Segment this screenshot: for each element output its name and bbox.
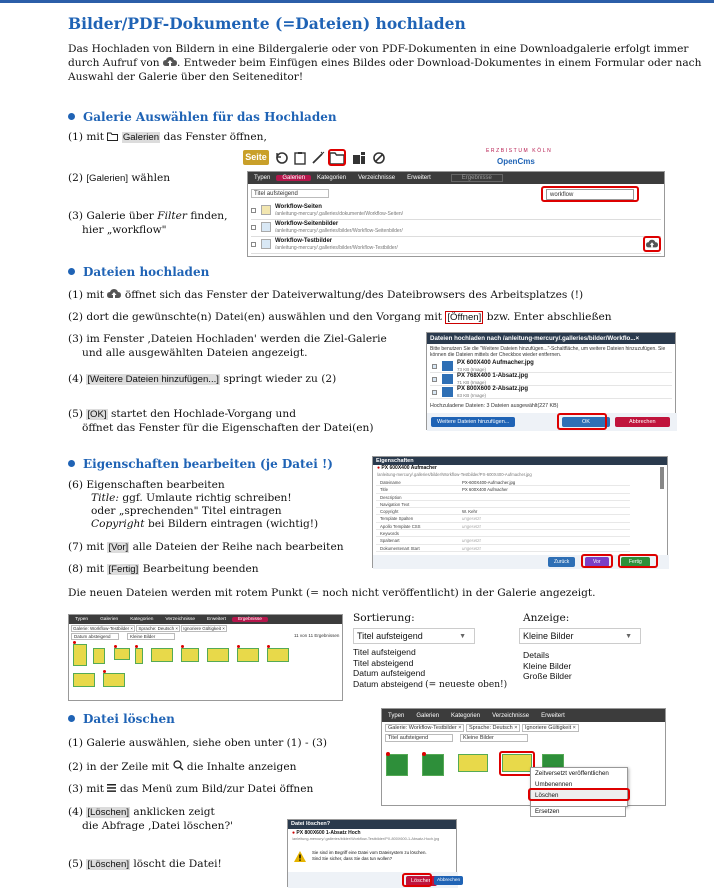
property-value[interactable]: ungesetzt xyxy=(462,538,481,544)
property-row[interactable] xyxy=(376,501,630,508)
tab-verzeichnisse[interactable]: Verzeichnisse xyxy=(358,175,396,181)
property-key: Description xyxy=(380,494,402,500)
back-button[interactable]: Zurück xyxy=(548,557,575,567)
delete-tabbar xyxy=(382,709,665,722)
confirm-header: Datei löschen? xyxy=(288,820,456,829)
display-select[interactable]: Kleine Bilder ▼ xyxy=(519,628,641,644)
filter-highlight xyxy=(541,186,639,202)
magnifier-icon xyxy=(173,760,184,771)
upload-step-2: (2) dort die gewünschte(n) Datei(en) auswählen und den Vorgang mit [Öffnen] bzw. Enter abschließen xyxy=(68,311,612,323)
tab-kategorien[interactable]: Kategorien xyxy=(451,712,481,719)
image-thumb[interactable] xyxy=(267,648,289,662)
gallery-dialog-screenshot xyxy=(247,171,665,257)
delete-step-5: (5) [Löschen] löscht die Datei! xyxy=(68,858,222,870)
upload-file-list xyxy=(430,360,672,399)
unpublished-dot xyxy=(237,645,240,648)
properties-table xyxy=(376,479,630,552)
delete-chips: Galerie: Workflow-Testbilder × Sprache: Deutsch × Ignoriere Gültigkeit × xyxy=(382,722,665,734)
property-value[interactable]: ungesetzt xyxy=(462,545,481,551)
property-value[interactable]: W. Kehr xyxy=(462,509,478,515)
scrollbar[interactable] xyxy=(660,467,664,489)
delete-menu-screenshot xyxy=(381,708,666,806)
top-rule xyxy=(0,0,714,3)
image-thumb[interactable] xyxy=(103,673,125,687)
filter-input[interactable]: workflow xyxy=(546,189,634,200)
results-controls xyxy=(69,633,342,641)
tab-galerien[interactable]: Galerien xyxy=(416,712,440,719)
tab-erweitert[interactable]: Erweitert xyxy=(541,712,565,719)
property-key: Navigation Text xyxy=(380,501,410,507)
display-option[interactable]: Kleine Bilder xyxy=(523,660,572,671)
menu-item-delete[interactable]: Löschen xyxy=(531,790,627,801)
image-thumb[interactable] xyxy=(135,648,143,664)
upload-step-3-cont: und alle ausgewählten Dateien angezeigt. xyxy=(82,347,308,359)
property-key: Keywords xyxy=(380,531,399,537)
tab-ergebnisse[interactable]: Ergebnisse xyxy=(232,617,268,622)
tab-erweitert[interactable]: Erweitert xyxy=(207,617,226,622)
property-row[interactable] xyxy=(376,508,630,515)
done-button-highlight xyxy=(618,554,658,568)
ok-button[interactable]: OK xyxy=(562,417,610,427)
sorting-label: Sortierung: xyxy=(353,612,415,624)
page-title: Bilder/PDF-Dokumente (=Dateien) hochladen xyxy=(68,14,466,33)
cancel-button[interactable]: Abbrechen xyxy=(615,417,670,427)
list-item[interactable]: PX 600X400 Aufmacher.jpg 73 KB (Image) xyxy=(430,360,672,373)
folder-icon xyxy=(107,132,118,141)
step-3-filter-example: hier „workflow" xyxy=(82,224,167,236)
results-screenshot xyxy=(68,614,343,701)
sort-option[interactable]: Datum absteigend (= neueste oben!) xyxy=(353,678,508,690)
property-value[interactable]: PX 600X400 Aufmacher xyxy=(462,487,508,493)
property-key: Copyright xyxy=(380,509,399,515)
tab-galerien[interactable]: Galerien xyxy=(276,175,311,181)
properties-file: ● PX 600X400 Aufmacher /anleitung-mercury/.galleries/bilder/Workflow-Testbilder/PX-600X400-Aufmacher.jpg xyxy=(377,465,532,477)
gallery-list xyxy=(251,203,661,254)
props-step-6-copyright: Copyright bei Bildern eintragen (wichtig!) xyxy=(91,518,319,530)
display-label: Anzeige: xyxy=(523,612,570,624)
property-key: Apollo Template CSS xyxy=(380,523,421,529)
next-button[interactable]: Vor xyxy=(585,557,609,567)
props-step-8: (8) mit [Fertig] Bearbeitung beenden xyxy=(68,563,259,575)
image-thumb[interactable] xyxy=(458,754,488,772)
list-item[interactable]: Workflow-Seitenbilder /anleitung-mercury/.galleries/bilder/Workflow-Seitenbilder/ xyxy=(251,220,661,237)
no-entry-icon[interactable] xyxy=(372,151,386,165)
upload-icon[interactable] xyxy=(646,239,658,249)
property-row[interactable] xyxy=(376,515,630,522)
list-item[interactable]: Workflow-Seiten /anleitung-mercury/.galleries/dokumente/Workflow-Seiten/ xyxy=(251,203,661,220)
unpublished-dot xyxy=(73,641,76,644)
image-thumb[interactable] xyxy=(114,648,130,660)
brand-top-text: ERZBISTUM KÖLN xyxy=(486,148,553,154)
sort-select[interactable]: Titel aufsteigend xyxy=(251,189,329,198)
unpublished-dot xyxy=(135,645,138,648)
list-item[interactable]: Workflow-Testbilder /anleitung-mercury/.galleries/bilder/Workflow-Testbilder/ xyxy=(251,237,661,254)
property-key: Template Spalten xyxy=(380,516,414,522)
upload-note: Bitte benutzen Sie die "Weitere Dateien hinzufügen..."-Schaltfläche, um weitere Dateien hinzuzufügen. Sie können die Dateien mittels der Checkbox wieder entfernen. xyxy=(430,346,666,358)
upload-icon xyxy=(163,57,177,67)
sorting-options xyxy=(353,647,507,690)
ok-button-highlight xyxy=(557,413,607,430)
menu-icon xyxy=(107,784,116,792)
closing-note: Die neuen Dateien werden mit rotem Punkt (= noch nicht veröffentlicht) in der Galerie angezeigt. xyxy=(68,587,596,599)
display-option[interactable]: Große Bilder xyxy=(523,671,572,681)
magic-wand-icon[interactable] xyxy=(311,151,325,165)
list-item[interactable]: PX 800X600 2-Absatz.jpg 83 KB (Image) xyxy=(430,386,672,399)
done-button[interactable]: Fertig xyxy=(621,557,650,567)
tab-verzeichnisse[interactable]: Verzeichnisse xyxy=(165,617,196,622)
delete-controls xyxy=(382,734,665,744)
property-value[interactable]: ungesetzt xyxy=(462,516,481,522)
delete-menu-highlight xyxy=(528,788,630,801)
sort-option[interactable]: Titel aufsteigend xyxy=(353,647,416,657)
property-value[interactable]: PX-600X400-Aufmacher.jpg xyxy=(462,480,516,485)
section-heading-delete: Datei löschen xyxy=(68,712,175,726)
properties-dialog-screenshot xyxy=(372,456,668,568)
confirm-delete-highlight xyxy=(402,873,432,887)
image-thumb[interactable] xyxy=(73,673,95,687)
menu-item-publish-scheduled[interactable]: Zeitversetzt veröffentlichen xyxy=(535,770,609,777)
delete-step-4: (4) [Löschen] anklicken zeigt xyxy=(68,806,215,818)
step-1-open-galleries: (1) mit Galerien das Fenster öffnen, xyxy=(68,131,267,143)
properties-header: Eigenschaften xyxy=(373,457,667,465)
property-row[interactable] xyxy=(376,486,630,493)
property-row[interactable] xyxy=(376,537,630,544)
menu-item-rename[interactable]: Umbenennen xyxy=(535,781,573,788)
props-step-6: (6) Eigenschaften bearbeiten xyxy=(68,479,225,491)
unpublished-dot xyxy=(114,645,117,648)
gallery-tabbar xyxy=(248,172,664,184)
results-chips: Galerie: Workflow-Testbilder × Sprache: Deutsch × Ignoriere Gültigkeit × xyxy=(73,626,225,631)
props-step-6-title: Title: ggf. Umlaute richtig schreiben! xyxy=(91,492,292,504)
delete-step-1: (1) Galerie auswählen, siehe oben unter (1) - (3) xyxy=(68,737,327,749)
tab-verzeichnisse[interactable]: Verzeichnisse xyxy=(492,712,530,719)
undo-icon[interactable] xyxy=(275,151,289,165)
upload-step-3: (3) im Fenster ‚Dateien Hochladen' werden die Ziel-Galerie xyxy=(68,333,387,345)
image-thumb[interactable] xyxy=(422,754,444,776)
tab-kategorien[interactable]: Kategorien xyxy=(317,175,347,181)
menu-item-replace[interactable]: Ersetzen xyxy=(530,807,626,817)
image-thumb[interactable] xyxy=(386,754,408,776)
tab-kategorien[interactable]: Kategorien xyxy=(130,617,154,622)
delete-view-select[interactable]: Kleine Bilder xyxy=(460,734,528,742)
image-thumb[interactable] xyxy=(151,648,173,662)
upload-dialog-screenshot xyxy=(426,332,676,430)
section-heading-gallery: Galerie Auswählen für das Hochladen xyxy=(68,110,337,124)
property-value[interactable]: ungesetzt xyxy=(462,523,481,529)
image-thumb[interactable] xyxy=(237,648,259,662)
property-row[interactable] xyxy=(376,545,630,552)
unpublished-dot xyxy=(103,670,106,673)
upload-step-5: (5) [OK] startet den Hochlade-Vorgang und xyxy=(68,408,296,420)
clipboard-icon[interactable] xyxy=(293,151,307,165)
sort-option[interactable]: Titel absteigend xyxy=(353,657,414,668)
confirm-delete-button[interactable]: Löschen xyxy=(406,876,437,886)
upload-step-5-cont: öffnet das Fenster für die Eigenschaften der Datei(en) xyxy=(82,422,374,434)
upload-icon xyxy=(107,289,121,299)
step-3-filter: (3) Galerie über Filter finden, xyxy=(68,210,228,222)
props-step-7: (7) mit [Vor] alle Dateien der Reihe nach bearbeiten xyxy=(68,541,344,553)
results-count: 11 von 11 Ergebnissen xyxy=(294,633,340,638)
upload-step-1: (1) mit öffnet sich das Fenster der Dateiverwaltung/des Dateibrowsers des Arbeitsplatzes (!) xyxy=(68,289,584,301)
property-row[interactable] xyxy=(376,479,630,486)
delete-step-3: (3) mit das Menü zum Bild/zur Datei öffnen xyxy=(68,783,314,795)
display-options xyxy=(523,650,572,682)
sort-option[interactable]: Datum aufsteigend xyxy=(353,668,426,678)
display-option[interactable]: Details xyxy=(523,650,550,660)
tab-erweitert[interactable]: Erweitert xyxy=(407,175,431,181)
warning-icon xyxy=(294,851,306,862)
delete-step-4-cont: die Abfrage ‚Datei löschen?' xyxy=(82,820,234,832)
property-row[interactable] xyxy=(376,530,630,537)
section-heading-properties: Eigenschaften bearbeiten (je Datei !) xyxy=(68,457,333,471)
props-step-6-title-hint: oder „sprechenden" Titel eintragen xyxy=(91,505,282,517)
confirm-text: Sie sind im Begriff eine Datei vom Dateisystem zu löschen. Sind Sie sicher, dass Sie das tun wollen? xyxy=(312,850,427,861)
property-row[interactable] xyxy=(376,494,630,501)
image-thumb[interactable] xyxy=(73,644,87,666)
image-thumb[interactable] xyxy=(207,648,229,662)
property-key: Title xyxy=(380,487,388,493)
property-key: Dokumentenart Start xyxy=(380,545,420,551)
property-row[interactable] xyxy=(376,523,630,530)
image-thumb[interactable] xyxy=(93,648,105,664)
section-heading-upload: Dateien hochladen xyxy=(68,265,209,279)
results-view-select[interactable]: Kleine Bilder xyxy=(127,633,175,640)
unpublished-dot xyxy=(267,645,270,648)
tab-galerien[interactable]: Galerien xyxy=(100,617,119,622)
opencms-logo: OpenCms xyxy=(497,157,535,166)
confirm-cancel-button[interactable]: Abbrechen xyxy=(434,876,463,885)
seite-button[interactable]: Seite xyxy=(243,150,269,165)
upload-summary: Hochzuladene Dateien: 3 Dateien ausgewählt(227 KB) xyxy=(430,403,559,409)
step-2-select-galleries: (2) [Galerien] wählen xyxy=(68,172,171,184)
gallery-folder-highlight xyxy=(328,149,346,166)
delete-step-2: (2) in der Zeile mit die Inhalte anzeigen xyxy=(68,761,297,773)
sorting-select[interactable]: Titel aufsteigend ▼ xyxy=(353,628,475,644)
more-files-button[interactable]: Weitere Dateien hinzufügen... xyxy=(431,417,515,427)
info-icon[interactable] xyxy=(352,151,366,165)
tab-typen[interactable]: Typen xyxy=(388,712,405,719)
tab-typen[interactable]: Typen xyxy=(75,617,89,622)
confirm-delete-screenshot xyxy=(287,819,461,887)
intro-paragraph: Das Hochladen von Bildern in eine Bildergalerie oder von PDF-Dokumenten in eine Downloadgalerie erfolgt immer durch Aufruf von . Entweder beim Einfügen eines Bildes oder Download-Dokumentes in einem Formular oder nach Auswahl der Galerie über den Seiteneditor! xyxy=(68,43,702,83)
property-key: Dateiname xyxy=(380,480,401,485)
confirm-file: ● PX 800X600 1-Absatz Hoch /anleitung-mercury/.galleries/bilder/Workflow-Testbilder/PX-800X600-1-Absatz-Hoch.jpg xyxy=(292,830,440,841)
results-tabbar xyxy=(69,615,342,624)
list-item[interactable]: PX 768X400 1-Absatz.jpg 71 KB (Image) xyxy=(430,373,672,386)
context-menu xyxy=(530,767,628,807)
results-sort-select[interactable]: Datum absteigend xyxy=(71,633,119,640)
next-button-highlight xyxy=(581,554,613,568)
upload-dialog-header: Dateien hochladen nach /anleitung-mercury/.galleries/bilder/Workflo...× xyxy=(427,333,675,344)
tab-ergebnisse[interactable]: Ergebnisse xyxy=(451,174,503,182)
unpublished-dot xyxy=(181,645,184,648)
editor-toolbar xyxy=(243,149,363,167)
upload-step-4: (4) [Weitere Dateien hinzufügen...] springt wieder zu (2) xyxy=(68,373,337,385)
image-thumb[interactable] xyxy=(181,648,199,662)
delete-sort-select[interactable]: Titel aufsteigend xyxy=(385,734,453,742)
tab-typen[interactable]: Typen xyxy=(254,175,271,181)
property-key: Spaltenart xyxy=(380,538,400,544)
